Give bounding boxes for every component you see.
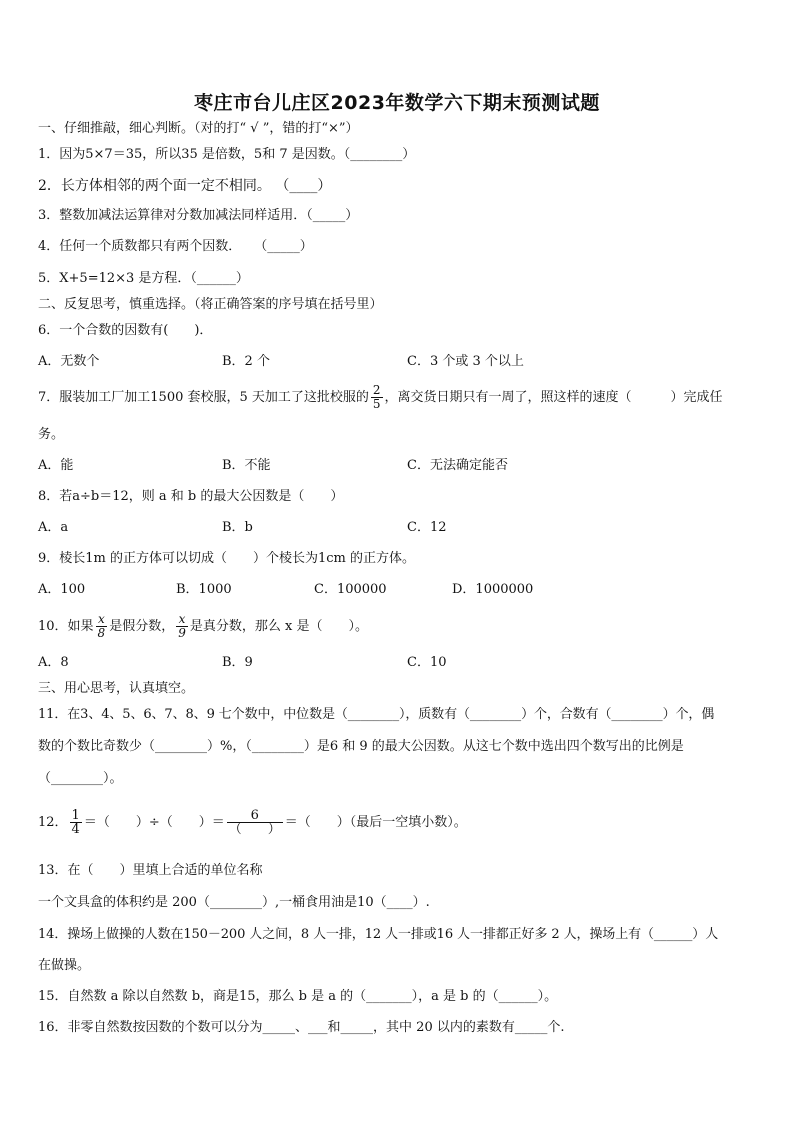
q12-text-mid: ＝（ ）÷（ ）＝ xyxy=(83,815,225,830)
q7-fraction xyxy=(371,384,383,411)
q10-text-post: 是真分数，那么 x 是（ ）。 xyxy=(189,619,368,634)
q10-option-b: B．9 xyxy=(222,655,253,670)
q10-option-a: A．8 xyxy=(38,655,69,670)
q9-option-c: C．100000 xyxy=(314,582,387,597)
question-11-line-1: 11．在3、4、5、6、7、8、9 七个数中，中位数是（________），质数有（________）个，合数有（________）个，偶 xyxy=(38,707,715,722)
q12-fraction-2-denominator: （ ） xyxy=(228,822,281,837)
q12-fraction-2 xyxy=(227,809,283,836)
question-7 xyxy=(38,380,723,416)
q6-option-b: B．2 个 xyxy=(222,354,270,369)
question-14-line-1: 14．操场上做操的人数在150－200 人之间，8 人一排，12 人一排或16 人一排都正好多 2 人，操场上有（______）人 xyxy=(38,927,719,942)
question-1: 1．因为5×7＝35，所以35 是倍数，5和 7 是因数。（________） xyxy=(38,147,416,162)
q7-continuation: 务。 xyxy=(38,427,65,442)
question-11-line-3: （________）。 xyxy=(38,771,123,786)
q10-option-c: C．10 xyxy=(407,655,447,670)
question-6: 6．一个合数的因数有( )． xyxy=(38,323,213,338)
question-11-line-2: 数的个数比奇数少（________）%，（________）是6 和 9 的最大公因数。从这七个数中选出四个数写出的比例是 xyxy=(38,739,684,754)
question-13-line: 一个文具盒的体积约是 200（________）,一桶食用油是10（____）. xyxy=(38,895,430,910)
q7-fraction-numerator: 2 xyxy=(372,383,381,397)
q10-fraction-2-numerator: x xyxy=(176,613,188,627)
q10-text-pre: 10．如果 xyxy=(38,619,94,634)
question-13: 13．在（ ）里填上合适的单位名称 xyxy=(38,863,263,878)
q7-option-a: A．能 xyxy=(38,458,74,473)
q10-fraction-1-denominator: 8 xyxy=(97,626,106,640)
question-14-line-2: 在做操。 xyxy=(38,958,91,973)
q12-fraction-1-denominator: 4 xyxy=(71,822,80,837)
q8-option-a: A．a xyxy=(38,520,69,535)
question-4: 4．任何一个质数都只有两个因数． （_____） xyxy=(38,239,313,254)
q6-option-c: C．3 个或 3 个以上 xyxy=(407,354,524,369)
q7-text-pre: 7．服装加工厂加工1500 套校服，5 天加工了这批校服的 xyxy=(38,390,369,405)
section-1-heading: 一、仔细推敲，细心判断。（对的打“ √ ”，错的打“×”） xyxy=(38,121,359,136)
question-5: 5．X+5=12×3 是方程．（______） xyxy=(38,271,249,286)
q7-text-post: ，离交货日期只有一周了，照这样的速度（ ）完成任 xyxy=(384,390,723,405)
q7-fraction-denominator: 5 xyxy=(372,397,381,411)
q10-fraction-2-denominator: 9 xyxy=(178,626,186,640)
q12-text-post: ＝（ ）（最后一空填小数）。 xyxy=(284,815,467,830)
q7-option-b: B．不能 xyxy=(222,458,271,473)
q6-option-a: A．无数个 xyxy=(38,354,100,369)
question-16: 16．非零自然数按因数的个数可以分为_____、___和_____，其中 20 以内的素数有_____个. xyxy=(38,1020,565,1035)
q8-option-c: C．12 xyxy=(407,520,447,535)
section-3-heading: 三、用心思考，认真填空。 xyxy=(38,681,195,696)
section-2-heading: 二、反复思考，慎重选择。（将正确答案的序号填在括号里） xyxy=(38,297,383,312)
q12-label: 12． xyxy=(38,815,68,830)
q12-fraction-2-numerator: 6 xyxy=(227,809,283,823)
q9-option-d: D．1000000 xyxy=(452,582,534,597)
question-2: 2．长方体相邻的两个面一定不相同。 （____） xyxy=(38,178,332,194)
q10-fraction-2 xyxy=(176,613,188,640)
question-15: 15．自然数 a 除以自然数 b，商是15，那么 b 是 a 的（_______），a 是 b 的（______）。 xyxy=(38,989,558,1004)
q7-option-c: C．无法确定能否 xyxy=(407,458,508,473)
q10-fraction-1-numerator: x xyxy=(96,613,108,627)
q10-text-mid: 是假分数， xyxy=(109,619,175,634)
q9-option-b: B．1000 xyxy=(176,582,232,597)
q8-option-b: B．b xyxy=(222,520,253,535)
q12-fraction-1-numerator: 1 xyxy=(71,808,80,823)
question-3: 3．整数加减法运算律对分数加减法同样适用．（_____） xyxy=(38,208,359,223)
question-9: 9．棱长1m 的正方体可以切成（ ）个棱长为1cm 的正方体。 xyxy=(38,551,416,566)
q12-fraction-1 xyxy=(70,809,82,836)
question-8: 8．若a÷b＝12，则 a 和 b 的最大公因数是（ ） xyxy=(38,489,344,504)
question-10 xyxy=(38,610,368,644)
q9-option-a: A．100 xyxy=(38,582,86,597)
page-title: 枣庄市台儿庄区2023年数学六下期末预测试题 xyxy=(194,92,600,114)
question-12 xyxy=(38,805,467,841)
q10-fraction-1 xyxy=(96,613,108,640)
